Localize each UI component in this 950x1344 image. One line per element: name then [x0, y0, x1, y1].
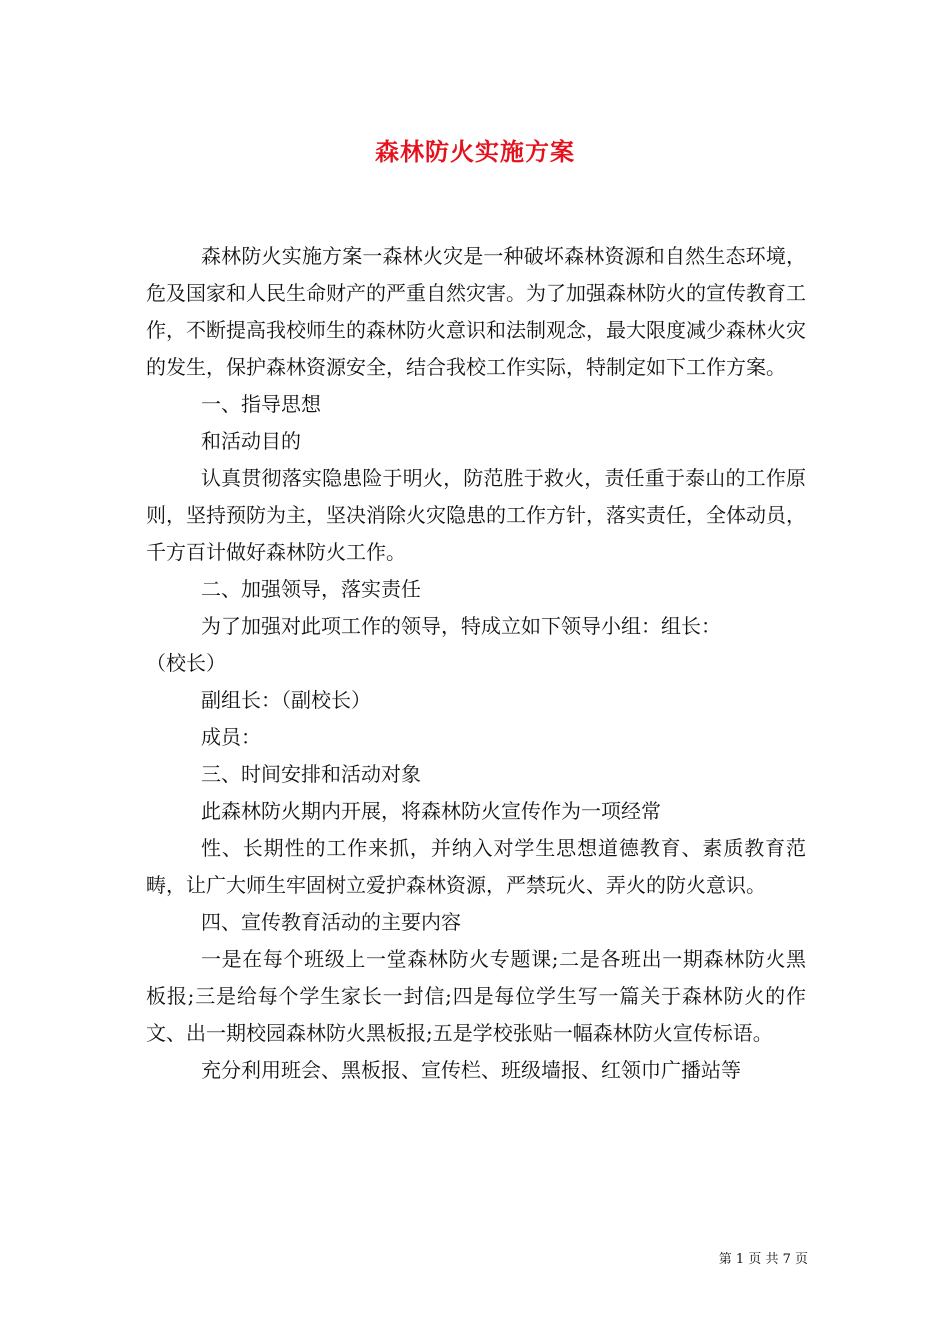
section-heading-3: 三、时间安排和活动对象 [201, 762, 421, 786]
paragraph-utilize: 充分利用班会、黑板报、宣传栏、班级墙报、红领巾广播站等 [201, 1058, 741, 1082]
paragraph-leadership-cont: （校长） [146, 651, 226, 675]
paragraph-schedule-cont: 性、长期性的工作来抓，并纳入对学生思想道德教育、素质教育范畴，让广大师生牢固树立爱护森林资源，严禁玩火、弄火的防火意识。 [146, 836, 806, 897]
paragraph-members: 成员： [201, 725, 261, 749]
section-heading-4: 四、宣传教育活动的主要内容 [201, 910, 461, 934]
paragraph-leadership: 为了加强对此项工作的领导，特成立如下领导小组：组长： [201, 614, 721, 638]
paragraph-content: 一是在每个班级上一堂森林防火专题课;二是各班出一期森林防火黑板报;三是给每个学生家长一封信;四是每位学生写一篇关于森林防火的作文、出一期校园森林防火黑板报;五是学校张贴一幅森林防火宣传标语。 [146, 947, 806, 1045]
paragraph-intro: 森林防火实施方案一森林火灾是一种破坏森林资源和自然生态环境，危及国家和人民生命财产的严重自然灾害。为了加强森林防火的宣传教育工作，不断提高我校师生的森林防火意识和法制观念，最大限度减少森林火灾的发生，保护森林资源安全，结合我校工作实际，特制定如下工作方案。 [146, 244, 806, 379]
page-number: 第 1 页 共 7 页 [718, 1252, 808, 1267]
document-body [146, 238, 806, 1089]
document-title: 森林防火实施方案 [375, 137, 575, 166]
paragraph-deputy: 副组长：（副校长） [201, 688, 371, 712]
paragraph-schedule: 此森林防火期内开展，将森林防火宣传作为一项经常 [201, 799, 661, 823]
section-heading-2: 二、加强领导，落实责任 [201, 577, 421, 601]
paragraph-guiding: 认真贯彻落实隐患险于明火，防范胜于救火，责任重于泰山的工作原则，坚持预防为主，坚决消除火灾隐患的工作方针，落实责任，全体动员，千方百计做好森林防火工作。 [146, 466, 806, 564]
section-heading-1-cont: 和活动目的 [201, 429, 301, 453]
section-heading-1: 一、指导思想 [201, 392, 321, 416]
